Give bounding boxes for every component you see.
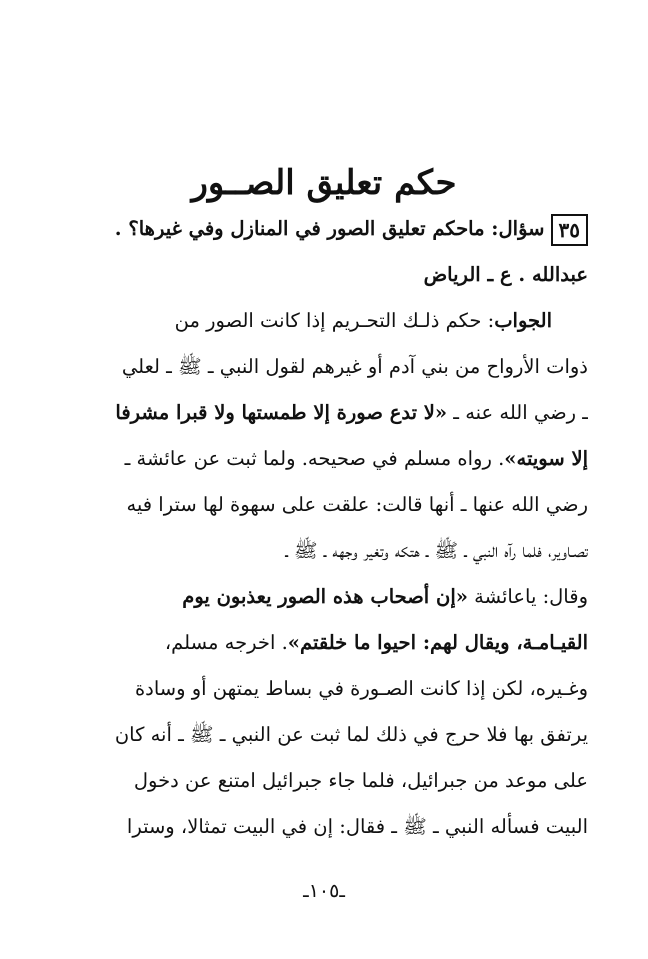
hadith-quote-2-end: القيـامـة، ويقال لهم: احيوا ما خلقتم» (287, 631, 588, 654)
answer-line-11: على موعد من جبرائيل، فلما جاء جبرائيل امتنع عن دخول (133, 769, 588, 792)
question-label: سؤال (498, 217, 545, 240)
answer-line-12: البيت فسأله النبي ـ ﷺ ـ فقال: إن في البيت تمثالا، وسترا (126, 815, 588, 838)
answer-text-1: : حكم ذلـك التحـريم إذا كانت الصور من (174, 309, 495, 332)
answer-line-2: ذوات الأرواح من بني آدم أو غيرهم لقول النبي ـ ﷺ ـ لعلي (121, 355, 588, 378)
answer-line-8 (48, 620, 588, 666)
answer-line-6: تصـاوير، فلما رآه النبي ـ ﷺ ـ هتكه وتغير وجهه ـ ﷺ ـ (285, 539, 588, 562)
question-number-box: ٣٥ (551, 214, 588, 246)
answer-line-10: يرتفق بها فلا حرج في ذلك لما ثبت عن النبي ـ ﷺ ـ أنه كان (114, 723, 588, 746)
question-line (48, 206, 588, 252)
answer-line-3 (48, 390, 588, 436)
body-text (48, 206, 588, 850)
hadith-quote-2: «إن أصحاب هذه الصور يعذبون يوم (182, 585, 468, 608)
answer-line-4 (48, 436, 588, 482)
answer-text-4b: . رواه مسلم في صحيحه. ولما ثبت عن عائشة ـ (124, 447, 505, 470)
question-text: : ماحكم تعليق الصور في المنازل وفي غيرها؟ . (114, 217, 499, 240)
answer-line-1 (48, 298, 588, 344)
hadith-quote-1-end: إلا سويته» (504, 447, 588, 470)
answer-text-3a: ـ رضي الله عنه ـ (447, 401, 588, 424)
answer-text-7a: وقال: ياعائشة (467, 585, 588, 608)
answer-line-5: رضي الله عنها ـ أنها قالت: علقت على سهوة لها سترا فيه (126, 493, 588, 516)
answer-line-7 (48, 574, 588, 620)
answer-label: الجواب (494, 309, 552, 332)
page-title: حكم تعليق الصــور (191, 163, 457, 203)
answer-text-8b: . اخرجه مسلم، (164, 631, 288, 654)
hadith-quote-1: «لا تدع صورة إلا طمستها ولا قبرا مشرفا (115, 401, 448, 424)
answer-line-9: وغـيره، لكن إذا كانت الصـورة في بساط يمتهن أو وسادة (134, 677, 588, 700)
page-number: ـ١٠٥ـ (303, 880, 345, 902)
asker-line: عبدالله . ع ـ الرياض (423, 263, 588, 286)
